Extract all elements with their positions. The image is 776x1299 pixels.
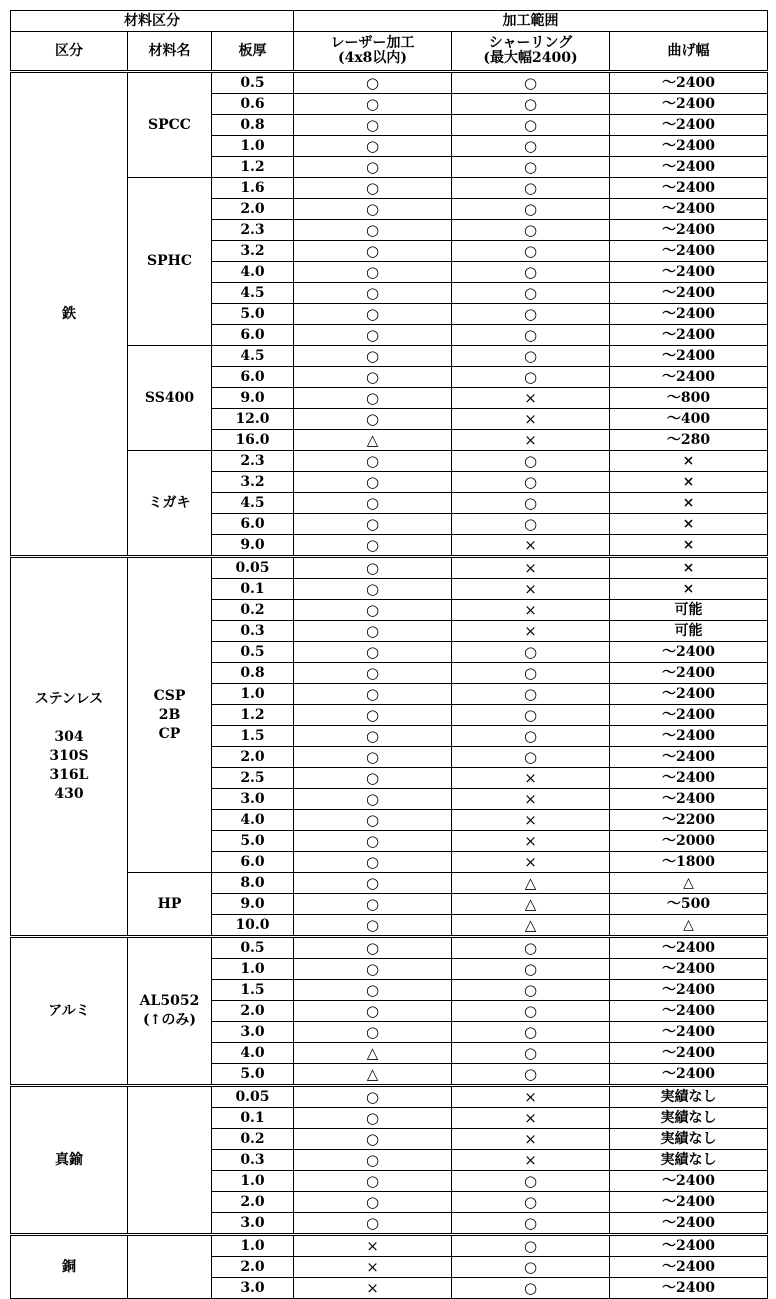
shearing-cell: ○ [452, 136, 610, 157]
thickness-cell: 9.0 [212, 535, 294, 557]
header-row-2 [11, 32, 768, 72]
bending-width-cell: ～2400 [610, 959, 768, 980]
laser-cell: ○ [294, 367, 452, 388]
table-body [11, 11, 768, 1299]
shearing-cell: ○ [452, 220, 610, 241]
laser-cell: ○ [294, 831, 452, 852]
bending-width-cell: × [610, 579, 768, 600]
laser-cell: △ [294, 1064, 452, 1086]
laser-cell: ○ [294, 1001, 452, 1022]
laser-cell: ○ [294, 894, 452, 915]
thickness-cell: 12.0 [212, 409, 294, 430]
shearing-cell: × [452, 852, 610, 873]
thickness-cell: 6.0 [212, 514, 294, 535]
shearing-cell: × [452, 579, 610, 600]
material-name-header: 材料名 [128, 32, 212, 72]
shearing-cell: × [452, 535, 610, 557]
thickness-cell: 1.5 [212, 980, 294, 1001]
thickness-cell: 4.0 [212, 262, 294, 283]
thickness-cell: 16.0 [212, 430, 294, 451]
shearing-cell: ○ [452, 178, 610, 199]
thickness-cell: 0.3 [212, 621, 294, 642]
laser-cell: ○ [294, 1150, 452, 1171]
laser-cell: ○ [294, 472, 452, 493]
shearing-cell: × [452, 1150, 610, 1171]
bending-width-cell: ～2400 [610, 1043, 768, 1064]
thickness-cell: 2.3 [212, 220, 294, 241]
bending-width-cell: ～2400 [610, 1171, 768, 1192]
shearing-cell: ○ [452, 980, 610, 1001]
laser-cell: ○ [294, 388, 452, 409]
thickness-cell: 2.0 [212, 747, 294, 768]
thickness-cell: 0.6 [212, 94, 294, 115]
shearing-cell: ○ [452, 199, 610, 220]
shearing-cell: × [452, 557, 610, 579]
laser-cell: ○ [294, 663, 452, 684]
category-label: 真鍮 [55, 1151, 83, 1168]
thickness-cell: 4.5 [212, 283, 294, 304]
category-header: 区分 [11, 32, 128, 72]
laser-cell: ○ [294, 557, 452, 579]
thickness-cell: 4.5 [212, 346, 294, 367]
bending-width-cell: ～1800 [610, 852, 768, 873]
shearing-cell: ○ [452, 115, 610, 136]
laser-cell: ○ [294, 514, 452, 535]
bending-width-header: 曲げ幅 [610, 32, 768, 72]
laser-cell: ○ [294, 304, 452, 325]
bending-width-cell: × [610, 557, 768, 579]
shearing-cell: ○ [452, 663, 610, 684]
shearing-cell: × [452, 1086, 610, 1108]
bending-width-cell: ～2400 [610, 220, 768, 241]
table-row [11, 557, 768, 579]
material-name-label: ミガキ [148, 494, 191, 511]
shearing-cell: × [452, 430, 610, 451]
shearing-cell: × [452, 810, 610, 831]
table-row [11, 1086, 768, 1108]
material-name-cell [128, 72, 212, 178]
laser-cell: ○ [294, 959, 452, 980]
laser-cell: ○ [294, 705, 452, 726]
material-name-label: CP [158, 725, 181, 742]
bending-width-cell: ～2400 [610, 684, 768, 705]
bending-width-cell: ～2400 [610, 94, 768, 115]
shearing-cell: × [452, 388, 610, 409]
category-cell [11, 1086, 128, 1235]
category-cell [11, 937, 128, 1086]
thickness-cell: 3.0 [212, 1278, 294, 1299]
bending-width-cell: ～2000 [610, 831, 768, 852]
category-cell [11, 72, 128, 557]
laser-cell: ○ [294, 346, 452, 367]
shearing-cell: × [452, 789, 610, 810]
shearing-cell: ○ [452, 1171, 610, 1192]
shearing-cell: ○ [452, 705, 610, 726]
material-name-label: CSP [153, 687, 186, 704]
thickness-cell: 3.2 [212, 472, 294, 493]
thickness-cell: 1.5 [212, 726, 294, 747]
shearing-cell: ○ [452, 94, 610, 115]
material-name-cell [128, 178, 212, 346]
bending-width-cell: 実績なし [610, 1150, 768, 1171]
bending-width-cell: 実績なし [610, 1129, 768, 1150]
shearing-cell: ○ [452, 304, 610, 325]
material-name-cell [128, 557, 212, 873]
thickness-cell: 0.3 [212, 1150, 294, 1171]
bending-width-cell: ～2400 [610, 726, 768, 747]
header-row-1 [11, 11, 768, 32]
laser-cell: ○ [294, 873, 452, 894]
laser-cell: × [294, 1257, 452, 1278]
shearing-cell: △ [452, 894, 610, 915]
bending-width-cell: ～2400 [610, 283, 768, 304]
thickness-cell: 10.0 [212, 915, 294, 937]
bending-width-cell: ～2400 [610, 157, 768, 178]
bending-width-cell: △ [610, 915, 768, 937]
bending-width-cell: ～2400 [610, 304, 768, 325]
bending-width-cell: × [610, 535, 768, 557]
bending-width-cell: ～2400 [610, 346, 768, 367]
thickness-cell: 0.1 [212, 1108, 294, 1129]
category-label: 304 [54, 728, 84, 745]
bending-width-cell: ～2400 [610, 367, 768, 388]
laser-cell: ○ [294, 199, 452, 220]
laser-cell: ○ [294, 579, 452, 600]
material-name-cell [128, 873, 212, 937]
bending-width-cell: ～2400 [610, 705, 768, 726]
material-name-label: AL5052 [139, 993, 200, 1009]
laser-cell: ○ [294, 852, 452, 873]
thickness-cell: 1.0 [212, 1235, 294, 1257]
laser-cell: × [294, 1235, 452, 1257]
bending-width-cell: ～2400 [610, 1001, 768, 1022]
bending-width-cell: ～2400 [610, 115, 768, 136]
shearing-cell: ○ [452, 1001, 610, 1022]
shearing-cell: × [452, 768, 610, 789]
laser-cell: ○ [294, 937, 452, 959]
shearing-cell: ○ [452, 747, 610, 768]
bending-width-cell: ～2400 [610, 199, 768, 220]
bending-width-cell: 可能 [610, 600, 768, 621]
laser-cell: ○ [294, 642, 452, 663]
category-label: 316L [49, 766, 89, 783]
thickness-cell: 0.2 [212, 600, 294, 621]
table-row [11, 937, 768, 959]
laser-cell: △ [294, 430, 452, 451]
laser-cell: ○ [294, 684, 452, 705]
thickness-cell: 4.0 [212, 1043, 294, 1064]
shearing-cell: ○ [452, 684, 610, 705]
material-name-cell [128, 937, 212, 1086]
thickness-cell: 3.0 [212, 1022, 294, 1043]
laser-cell: ○ [294, 136, 452, 157]
bending-width-cell: △ [610, 873, 768, 894]
thickness-cell: 1.0 [212, 959, 294, 980]
shearing-cell: × [452, 1108, 610, 1129]
thickness-cell: 0.05 [212, 557, 294, 579]
shearing-header-line2: (最大幅2400) [483, 50, 578, 66]
material-name-cell [128, 1086, 212, 1235]
laser-cell: ○ [294, 325, 452, 346]
thickness-cell: 3.0 [212, 789, 294, 810]
laser-cell: ○ [294, 1171, 452, 1192]
thickness-cell: 4.0 [212, 810, 294, 831]
category-label: 銅 [62, 1258, 76, 1275]
laser-cell: ○ [294, 115, 452, 136]
shearing-cell: ○ [452, 451, 610, 472]
thickness-cell: 0.1 [212, 579, 294, 600]
material-name-label: SPHC [146, 253, 192, 269]
shearing-cell: × [452, 600, 610, 621]
shearing-cell: ○ [452, 262, 610, 283]
bending-width-cell: ～2400 [610, 768, 768, 789]
material-name-cell [128, 346, 212, 451]
laser-cell: ○ [294, 915, 452, 937]
category-label: アルミ [48, 1002, 90, 1019]
bending-width-cell: ～280 [610, 430, 768, 451]
thickness-cell: 9.0 [212, 894, 294, 915]
thickness-cell: 0.05 [212, 1086, 294, 1108]
thickness-cell: 1.2 [212, 705, 294, 726]
shearing-cell: × [452, 1129, 610, 1150]
thickness-cell: 5.0 [212, 304, 294, 325]
bending-width-cell: ～2400 [610, 980, 768, 1001]
shearing-cell: ○ [452, 283, 610, 304]
category-cell [11, 557, 128, 937]
thickness-cell: 1.2 [212, 157, 294, 178]
bending-width-cell: ～2400 [610, 1235, 768, 1257]
bending-width-cell: ～2400 [610, 1064, 768, 1086]
material-processing-table [10, 10, 768, 1299]
material-name-label: SPCC [148, 116, 191, 133]
shearing-cell: ○ [452, 1064, 610, 1086]
thickness-cell: 1.0 [212, 684, 294, 705]
shearing-cell: × [452, 621, 610, 642]
thickness-cell: 1.0 [212, 1171, 294, 1192]
category-cell [11, 1235, 128, 1299]
material-name-label: SS400 [144, 389, 195, 406]
laser-cell: ○ [294, 72, 452, 94]
table-row [11, 1235, 768, 1257]
bending-width-cell: ～2400 [610, 1213, 768, 1235]
category-label: 鉄 [62, 305, 76, 322]
shearing-cell: ○ [452, 937, 610, 959]
thickness-cell: 0.5 [212, 72, 294, 94]
thickness-cell: 0.2 [212, 1129, 294, 1150]
shearing-cell: △ [452, 915, 610, 937]
laser-cell: ○ [294, 980, 452, 1001]
bending-width-cell: × [610, 514, 768, 535]
laser-cell: × [294, 1278, 452, 1299]
laser-header-line1: レーザー加工 [330, 34, 415, 51]
category-label: 310S [49, 747, 89, 764]
shearing-cell: △ [452, 873, 610, 894]
bending-width-cell: 実績なし [610, 1086, 768, 1108]
bending-width-cell: ～2400 [610, 747, 768, 768]
shearing-cell: ○ [452, 157, 610, 178]
bending-width-cell: ～800 [610, 388, 768, 409]
bending-width-cell: × [610, 451, 768, 472]
laser-header-line2: (4x8以内) [337, 50, 408, 66]
shearing-cell: ○ [452, 1213, 610, 1235]
shearing-cell: ○ [452, 1022, 610, 1043]
laser-cell: ○ [294, 1022, 452, 1043]
laser-cell: ○ [294, 1108, 452, 1129]
thickness-cell: 0.5 [212, 937, 294, 959]
shearing-cell: ○ [452, 72, 610, 94]
bending-width-cell: ～2400 [610, 178, 768, 199]
thickness-cell: 6.0 [212, 367, 294, 388]
laser-cell: ○ [294, 451, 452, 472]
shearing-cell: × [452, 409, 610, 430]
laser-cell: ○ [294, 1192, 452, 1213]
laser-cell: ○ [294, 1086, 452, 1108]
laser-cell: ○ [294, 157, 452, 178]
thickness-cell: 5.0 [212, 1064, 294, 1086]
laser-cell: ○ [294, 241, 452, 262]
category-label [11, 709, 127, 728]
laser-cell: △ [294, 1043, 452, 1064]
laser-cell: ○ [294, 283, 452, 304]
bending-width-cell: ～2400 [610, 937, 768, 959]
shearing-cell: ○ [452, 472, 610, 493]
thickness-cell: 0.5 [212, 642, 294, 663]
laser-cell: ○ [294, 600, 452, 621]
bending-width-cell: ～2400 [610, 663, 768, 684]
laser-cell: ○ [294, 94, 452, 115]
bending-width-cell: ～2400 [610, 72, 768, 94]
thickness-cell: 1.6 [212, 178, 294, 199]
thickness-cell: 6.0 [212, 325, 294, 346]
shearing-cell: ○ [452, 1235, 610, 1257]
thickness-cell: 2.0 [212, 1257, 294, 1278]
laser-cell: ○ [294, 493, 452, 514]
category-label: 430 [54, 785, 84, 802]
material-name-label: 2B [158, 706, 181, 723]
thickness-cell: 0.8 [212, 115, 294, 136]
bending-width-cell: ～2400 [610, 262, 768, 283]
thickness-cell: 5.0 [212, 831, 294, 852]
shearing-cell: ○ [452, 1192, 610, 1213]
laser-cell: ○ [294, 178, 452, 199]
shearing-cell: ○ [452, 1257, 610, 1278]
bending-width-cell: ～2400 [610, 1192, 768, 1213]
laser-cell: ○ [294, 1129, 452, 1150]
laser-cell: ○ [294, 726, 452, 747]
category-label: ステンレス [34, 690, 104, 707]
shearing-cell: ○ [452, 514, 610, 535]
material-class-header: 材料区分 [11, 11, 294, 32]
shearing-cell: ○ [452, 642, 610, 663]
thickness-cell: 2.3 [212, 451, 294, 472]
thickness-cell: 2.0 [212, 199, 294, 220]
material-name-label: (↑のみ) [143, 1012, 196, 1028]
laser-cell: ○ [294, 535, 452, 557]
shearing-cell: ○ [452, 726, 610, 747]
shearing-header-line1: シャーリング [488, 34, 573, 51]
thickness-cell: 2.0 [212, 1192, 294, 1213]
laser-cell: ○ [294, 789, 452, 810]
laser-cell: ○ [294, 768, 452, 789]
bending-width-cell: × [610, 472, 768, 493]
shearing-cell: ○ [452, 241, 610, 262]
bending-width-cell: ～2400 [610, 642, 768, 663]
bending-width-cell: ～2400 [610, 136, 768, 157]
thickness-cell: 3.0 [212, 1213, 294, 1235]
bending-width-cell: ～400 [610, 409, 768, 430]
shearing-cell: ○ [452, 1278, 610, 1299]
laser-cell: ○ [294, 1213, 452, 1235]
bending-width-cell: ～2400 [610, 1278, 768, 1299]
thickness-cell: 8.0 [212, 873, 294, 894]
bending-width-cell: ～2400 [610, 1022, 768, 1043]
material-name-cell [128, 1235, 212, 1299]
bending-width-cell: ～2200 [610, 810, 768, 831]
bending-width-cell: ～2400 [610, 1257, 768, 1278]
bending-width-cell: ～2400 [610, 325, 768, 346]
bending-width-cell: ～2400 [610, 241, 768, 262]
bending-width-cell: ～2400 [610, 789, 768, 810]
laser-cell: ○ [294, 621, 452, 642]
shearing-header [452, 32, 610, 72]
thickness-cell: 0.8 [212, 663, 294, 684]
bending-width-cell: 可能 [610, 621, 768, 642]
laser-cell: ○ [294, 747, 452, 768]
laser-cell: ○ [294, 220, 452, 241]
shearing-cell: ○ [452, 325, 610, 346]
shearing-cell: ○ [452, 346, 610, 367]
shearing-cell: ○ [452, 959, 610, 980]
shearing-cell: ○ [452, 493, 610, 514]
thickness-cell: 6.0 [212, 852, 294, 873]
shearing-cell: × [452, 831, 610, 852]
bending-width-cell: ～500 [610, 894, 768, 915]
laser-header [294, 32, 452, 72]
table-row [11, 72, 768, 94]
shearing-cell: ○ [452, 1043, 610, 1064]
thickness-cell: 3.2 [212, 241, 294, 262]
bending-width-cell: 実績なし [610, 1108, 768, 1129]
laser-cell: ○ [294, 810, 452, 831]
shearing-cell: ○ [452, 367, 610, 388]
processing-range-header: 加工範囲 [294, 11, 768, 32]
thickness-cell: 1.0 [212, 136, 294, 157]
laser-cell: ○ [294, 262, 452, 283]
thickness-cell: 9.0 [212, 388, 294, 409]
material-name-label: HP [157, 895, 182, 912]
bending-width-cell: × [610, 493, 768, 514]
material-name-cell [128, 451, 212, 557]
thickness-header: 板厚 [212, 32, 294, 72]
laser-cell: ○ [294, 409, 452, 430]
thickness-cell: 2.5 [212, 768, 294, 789]
thickness-cell: 2.0 [212, 1001, 294, 1022]
thickness-cell: 4.5 [212, 493, 294, 514]
